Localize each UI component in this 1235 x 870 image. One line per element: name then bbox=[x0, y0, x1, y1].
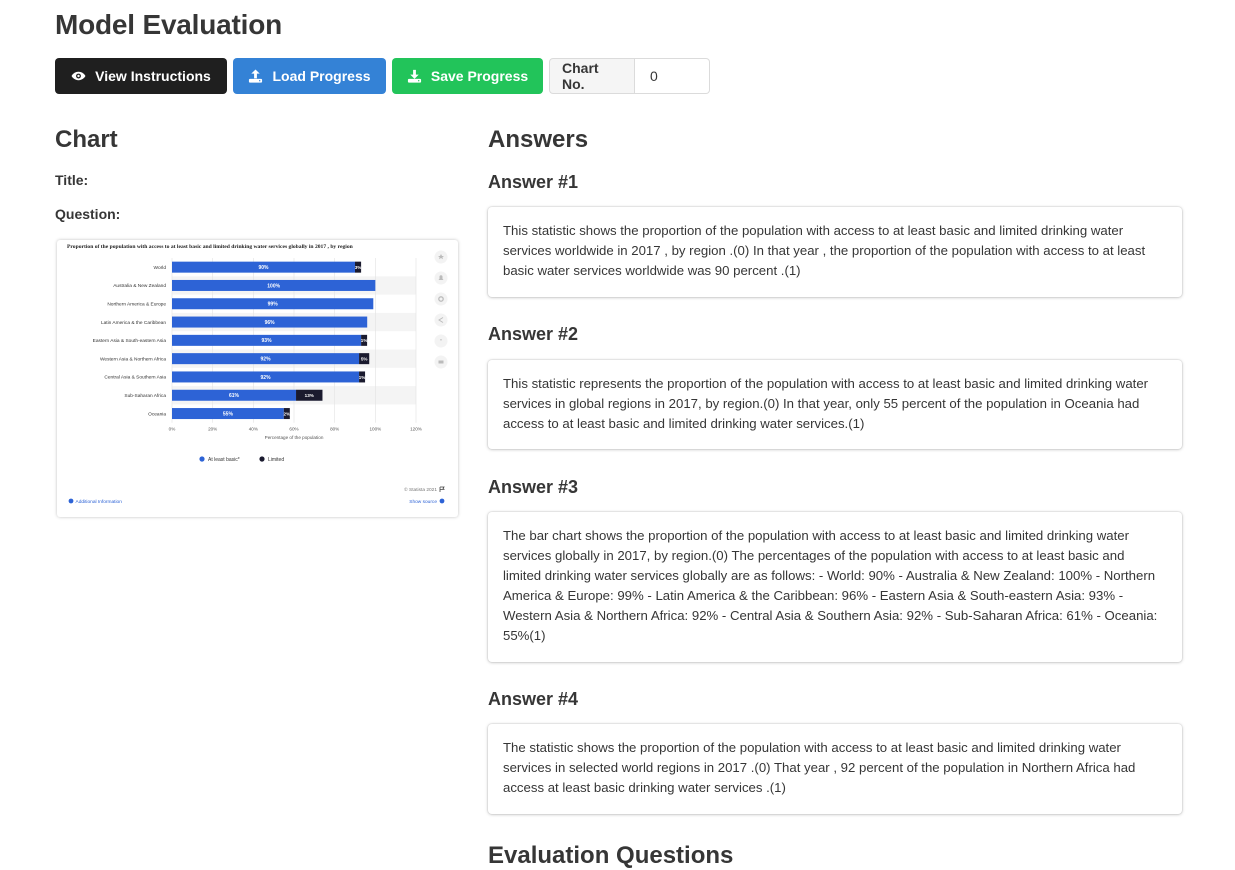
show-source-link[interactable]: Show source bbox=[409, 500, 437, 505]
x-tick-label: 40% bbox=[248, 426, 258, 432]
category-label: Eastern Asia & South-eastern Asia bbox=[92, 339, 166, 345]
legend-label-basic: At least basic* bbox=[208, 457, 240, 463]
additional-info-link[interactable]: Additional Information bbox=[75, 500, 122, 505]
answer-1-text: This statistic shows the proportion of the population with access to at least basic and limited drinking water services worldwide in 2017 , by region .(0) In that year , the proportion of the population with access to at least basic water services worldwide was 90 percent .(1) bbox=[503, 223, 1146, 278]
save-progress-label: Save Progress bbox=[430, 68, 529, 84]
chart-heading: Chart bbox=[55, 126, 118, 153]
category-label: Central Asia & Southern Asia bbox=[104, 375, 166, 381]
category-label: Western Asia & Northern Africa bbox=[99, 357, 166, 363]
answers-heading: Answers bbox=[488, 126, 589, 153]
question-label: Question: bbox=[55, 206, 121, 222]
category-label: Latin America & the Caribbean bbox=[100, 320, 166, 326]
view-instructions-button[interactable] bbox=[55, 58, 227, 94]
info-icon bbox=[69, 499, 74, 504]
answer-2-box bbox=[488, 360, 1182, 449]
answer-1-title: Answer #1 bbox=[488, 172, 579, 192]
bar-basic-label: 92% bbox=[260, 356, 271, 363]
chart-title: Proportion of the population with access to at least basic and limited drinking water services globally in 2017 , by region bbox=[67, 244, 353, 250]
bar-basic-label: 92% bbox=[260, 374, 271, 381]
quote-icon[interactable]: " bbox=[439, 338, 443, 346]
bar-basic-label: 96% bbox=[264, 319, 275, 326]
chart-side-icons bbox=[435, 251, 448, 369]
chart-svg bbox=[57, 240, 458, 517]
x-tick-label: 0% bbox=[168, 426, 176, 432]
legend-swatch-basic bbox=[199, 456, 204, 461]
answer-2-title: Answer #2 bbox=[488, 324, 579, 344]
bar-basic-label: 99% bbox=[267, 301, 278, 308]
page-title: Model Evaluation bbox=[55, 9, 283, 40]
chart-no-input[interactable] bbox=[635, 58, 710, 94]
bar-limited-label: 3% bbox=[354, 264, 362, 270]
save-progress-button[interactable] bbox=[392, 58, 543, 94]
answer-3-box bbox=[488, 512, 1182, 662]
view-instructions-label: View Instructions bbox=[95, 68, 211, 84]
bar-limited-label: 13% bbox=[304, 393, 314, 399]
bar-limited-label: 2% bbox=[283, 411, 291, 417]
chart-no-label: Chart No. bbox=[549, 58, 635, 94]
category-label: Northern America & Europe bbox=[107, 302, 166, 308]
toolbar bbox=[55, 58, 710, 94]
bar-basic-label: 100% bbox=[267, 283, 281, 290]
download-icon bbox=[407, 69, 422, 83]
x-tick-label: 120% bbox=[410, 426, 422, 432]
x-tick-label: 20% bbox=[208, 426, 218, 432]
bar-limited-label: 5% bbox=[360, 356, 368, 362]
category-label: Oceania bbox=[148, 412, 166, 418]
answer-2-text: This statistic represents the proportion of the population with access to at least basic and limited drinking water services in global regions in 2017, by region.(0) In that year, only 55 percent of the population in Oceania had access to at least basic and limited drinking water services.(1) bbox=[503, 376, 1149, 431]
bar-basic-label: 61% bbox=[229, 393, 240, 400]
bar-limited-label: 1% bbox=[360, 338, 368, 344]
answer-4-text: The statistic shows the proportion of the population with access to at least basic and limited drinking water services in selected world regions in 2017 .(0) That year , 92 percent of the population in Northern Africa had access at least basic drinking water services .(1) bbox=[503, 740, 1136, 795]
load-progress-button[interactable] bbox=[233, 58, 386, 94]
evaluation-heading: Evaluation Questions bbox=[488, 842, 734, 869]
x-axis-label: Percentage of the population bbox=[264, 435, 324, 440]
print-icon[interactable] bbox=[439, 361, 444, 364]
info-icon-source bbox=[440, 499, 445, 504]
category-label: Australia & New Zealand bbox=[113, 284, 166, 290]
title-label: Title: bbox=[55, 172, 89, 188]
answer-3-title: Answer #3 bbox=[488, 477, 579, 497]
answer-4-box bbox=[488, 724, 1182, 814]
answer-1-box bbox=[488, 207, 1182, 297]
answer-3-text: The bar chart shows the proportion of the population with access to at least basic and limited drinking water services globally in 2017, by region.(0) The percentages of the population with access to at least basic and limited drinking water services globally are as follows: - World: 90% - Australia & New Zealand: 100% - Northern America & Europe: 99% - Latin America & the Caribbean: 96% - Eastern Asia & South-eastern Asia: 93% - Western Asia & Northern Africa: 92% - Central Asia & Southern Asia: 92% - Sub-Saharan Africa: 61% - Oceania: 55%(1) bbox=[503, 528, 1158, 643]
category-label: Sub-Saharan Africa bbox=[124, 393, 166, 399]
bar-basic-label: 55% bbox=[222, 411, 233, 418]
chart-image bbox=[57, 240, 458, 517]
upload-icon bbox=[248, 69, 263, 83]
chart-legend bbox=[199, 456, 284, 463]
legend-label-limited: Limited bbox=[268, 457, 285, 463]
answer-4-title: Answer #4 bbox=[488, 689, 579, 709]
x-tick-label: 60% bbox=[289, 426, 299, 432]
x-tick-label: 80% bbox=[330, 426, 340, 432]
category-label: World bbox=[153, 265, 166, 271]
chart-copyright: © Statista 2021 bbox=[404, 488, 437, 493]
x-tick-label: 100% bbox=[369, 426, 382, 432]
legend-swatch-limited bbox=[259, 456, 264, 461]
bar-basic-label: 90% bbox=[258, 264, 269, 271]
eye-icon bbox=[71, 69, 86, 83]
bar-basic-label: 93% bbox=[261, 338, 272, 345]
flag-icon bbox=[440, 487, 444, 492]
bar-limited-label: 1% bbox=[358, 374, 366, 380]
load-progress-label: Load Progress bbox=[272, 68, 371, 84]
